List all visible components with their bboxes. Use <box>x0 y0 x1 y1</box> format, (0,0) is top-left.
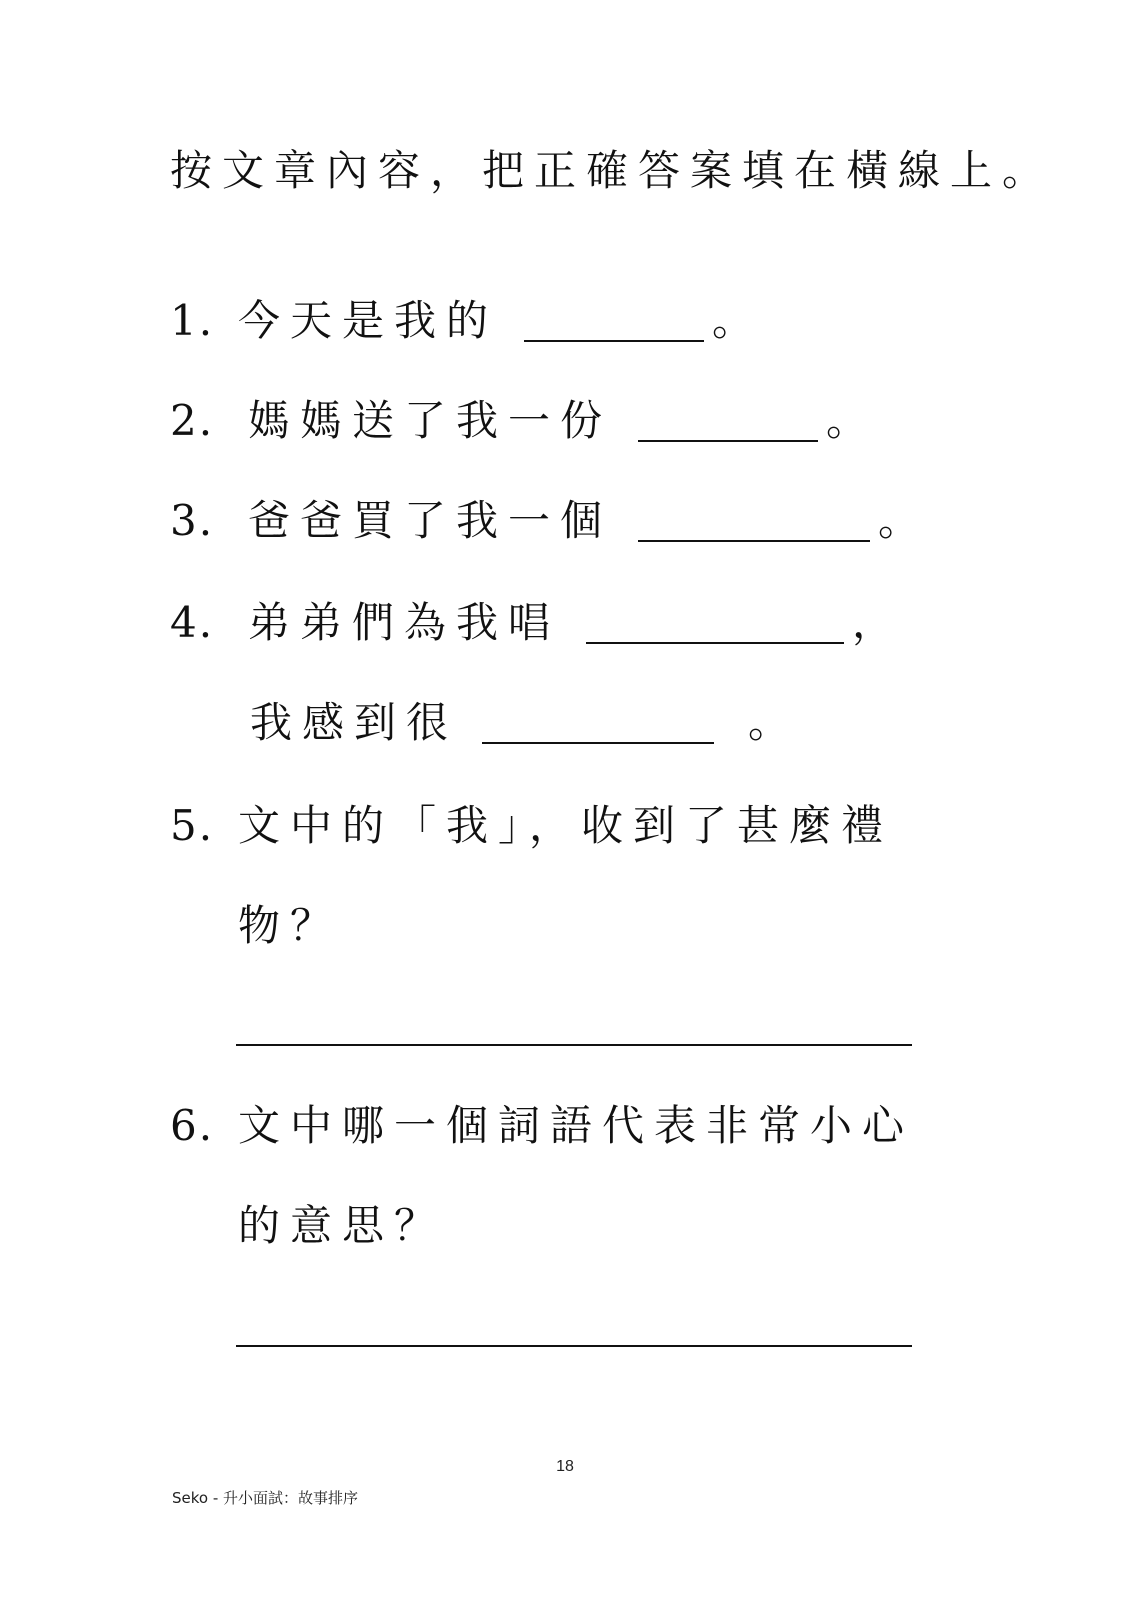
instruction-text: 按文章內容，把正確答案填在橫線上。 <box>170 146 1055 195</box>
question-6-text-line2: 的意思？ <box>238 1201 447 1250</box>
question-6-text: 文中哪一個詞語代表非常小心 <box>238 1101 915 1150</box>
footer-title: Seko - 升小面試：故事排序 <box>172 1489 359 1507</box>
page-number: 18 <box>556 1458 574 1475</box>
question-5-answer-line[interactable] <box>236 1044 912 1046</box>
question-4-answer-line-feeling[interactable] <box>482 742 714 744</box>
question-4-end-punct: 。 <box>748 698 791 747</box>
question-2-number: 2. <box>170 396 215 445</box>
question-5-text: 文中的「我」，收到了甚麼禮 <box>238 801 894 850</box>
question-3-text: 爸爸買了我一個 <box>248 496 613 545</box>
question-2-end-punct: 。 <box>826 396 869 445</box>
question-4-answer-line-song[interactable] <box>586 642 844 644</box>
question-1-answer-line[interactable] <box>524 340 704 342</box>
question-3-end-punct: 。 <box>878 496 921 545</box>
question-6-number: 6. <box>170 1101 215 1150</box>
question-4-text-line2: 我感到很 <box>250 698 459 747</box>
question-4-number: 4. <box>170 598 215 647</box>
question-1-end-punct: 。 <box>712 296 755 345</box>
question-1-text: 今天是我的 <box>238 296 499 345</box>
question-2-text: 媽媽送了我一份 <box>248 396 613 445</box>
question-5-number: 5. <box>170 801 215 850</box>
question-4-text: 弟弟們為我唱 <box>248 598 561 647</box>
question-3-answer-line[interactable] <box>638 540 870 542</box>
question-2-answer-line[interactable] <box>638 440 818 442</box>
question-5-text-line2: 物？ <box>238 901 343 950</box>
question-3-number: 3. <box>170 496 215 545</box>
question-6-answer-line[interactable] <box>236 1345 912 1347</box>
question-4-comma: ， <box>852 598 895 647</box>
question-1-number: 1. <box>170 296 215 345</box>
